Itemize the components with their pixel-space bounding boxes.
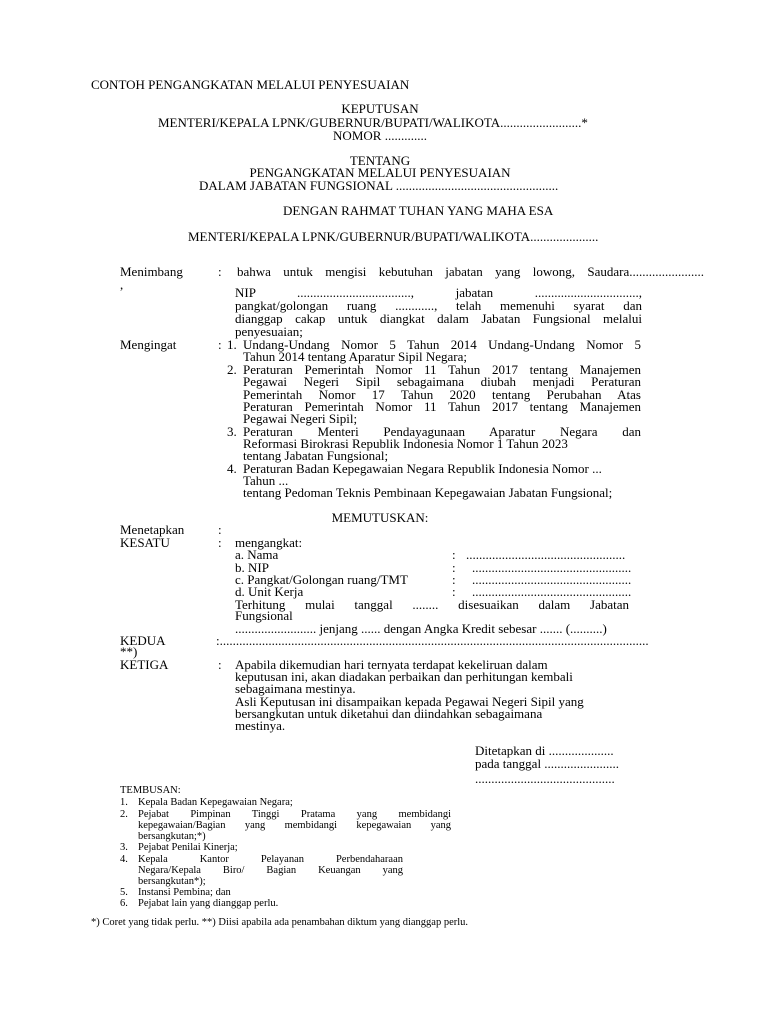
tembusan-item-number: 3. bbox=[120, 842, 128, 853]
menimbang-label: Menimbang bbox=[120, 264, 183, 279]
field-colon: : bbox=[452, 547, 456, 562]
kesatu-label: KESATU bbox=[120, 535, 170, 550]
tembusan-item-number: 5. bbox=[120, 887, 128, 898]
mengingat-item-number: 2. bbox=[227, 362, 237, 377]
menimbang-line: NIP ..................................., jabatan ................................, bbox=[235, 285, 642, 300]
menetapkan-label: Menetapkan bbox=[120, 522, 185, 537]
kesatu-intro: mengangkat: bbox=[235, 535, 303, 550]
menetapkan-colon: : bbox=[218, 522, 222, 537]
mengingat-item-number: 4. bbox=[227, 461, 237, 476]
footnote: *) Coret yang tidak perlu. **) Diisi apabila ada penambahan diktum yang dianggap perlu. bbox=[91, 917, 469, 928]
field-value: ................................................. bbox=[472, 572, 632, 587]
tembusan-item-number: 1. bbox=[120, 797, 128, 808]
mengingat-item-line: Tahun 2014 tentang Aparatur Sipil Negara; bbox=[243, 349, 468, 364]
tembusan-item-number: 6. bbox=[120, 898, 128, 909]
ketiga-line: sebagaimana mestinya. bbox=[235, 681, 356, 696]
signature-date: pada tanggal ....................... bbox=[475, 756, 620, 771]
field-value: ................................................. bbox=[466, 547, 626, 562]
title-rahmat: DENGAN RAHMAT TUHAN YANG MAHA ESA bbox=[283, 203, 554, 218]
title-subject: PENGANGKATAN MELALUI PENYESUAIAN bbox=[249, 165, 511, 180]
document-heading: CONTOH PENGANGKATAN MELALUI PENYESUAIAN bbox=[91, 77, 410, 92]
mengingat-item-number: 3. bbox=[227, 424, 237, 439]
title-jabatan: DALAM JABATAN FUNGSIONAL .................................................. bbox=[199, 178, 559, 193]
menimbang-comma: , bbox=[120, 277, 124, 292]
title-keputusan: KEPUTUSAN bbox=[341, 101, 419, 116]
kedua-value: :.................................................................................................................................... bbox=[216, 633, 649, 648]
field-label: b. NIP bbox=[235, 560, 269, 575]
mengingat-item-line: Peraturan Badan Kepegawaian Negara Republik Indonesia Nomor ... bbox=[243, 461, 602, 476]
tembusan-item-number: 2. bbox=[120, 809, 128, 820]
menimbang-line: dianggap cakap untuk diangkat dalam Jabatan Fungsional melalui bbox=[235, 311, 642, 326]
mengingat-colon: : bbox=[218, 337, 222, 352]
mengingat-item-line: Peraturan Menteri Pendayagunaan Aparatur Negara dan bbox=[243, 424, 641, 439]
kedua-note: **) bbox=[120, 644, 138, 659]
tembusan-item-line: Kepala Badan Kepegawaian Negara; bbox=[138, 797, 293, 808]
ketiga-label: KETIGA bbox=[120, 657, 169, 672]
tembusan-item-line: Pejabat Pimpinan Tinggi Pratama yang membidangi bbox=[138, 809, 451, 820]
tembusan-item-line: bersangkutan*); bbox=[138, 876, 206, 887]
kesatu-line: Terhitung mulai tanggal ........ disesuaikan dalam Jabatan bbox=[235, 597, 629, 612]
ketiga-line: mestinya. bbox=[235, 718, 286, 733]
tembusan-item-line: Kepala Kantor Pelayanan Perbendaharaan bbox=[138, 854, 403, 865]
title-nomor: NOMOR ............. bbox=[333, 128, 427, 143]
mengingat-item-line: Pegawai Negeri Sipil sebagaimana diubah menjadi Peraturan bbox=[243, 374, 641, 389]
mengingat-item-line: tentang Pedoman Teknis Pembinaan Kepegawaian Jabatan Fungsional; bbox=[243, 485, 613, 500]
ketiga-line: bersangkutan untuk diketahui dan diindahkan sebagaimana bbox=[235, 706, 543, 721]
field-colon: : bbox=[452, 572, 456, 587]
mengingat-item-line: Peraturan Pemerintah Nomor 11 Tahun 2017 tentang Manajemen bbox=[243, 399, 641, 414]
field-colon: : bbox=[452, 560, 456, 575]
signature-line: ........................................... bbox=[475, 771, 615, 786]
kesatu-line: Fungsional bbox=[235, 608, 293, 623]
field-label: c. Pangkat/Golongan ruang/TMT bbox=[235, 572, 408, 587]
kesatu-line: ......................... jenjang ...... dengan Angka Kredit sebesar ....... (..........) bbox=[235, 621, 607, 636]
field-label: a. Nama bbox=[235, 547, 279, 562]
tembusan-item-line: Pejabat Penilai Kinerja; bbox=[138, 842, 238, 853]
menimbang-line: pangkat/golongan ruang ............, telah memenuhi syarat dan bbox=[235, 298, 642, 313]
title-official: MENTERI/KEPALA LPNK/GUBERNUR/BUPATI/WALIKOTA..................... bbox=[188, 229, 599, 244]
title-issuer: MENTERI/KEPALA LPNK/GUBERNUR/BUPATI/WALIKOTA.........................* bbox=[158, 115, 588, 130]
tembusan-title: TEMBUSAN: bbox=[120, 785, 181, 796]
field-label: d. Unit Kerja bbox=[235, 584, 304, 599]
ketiga-line: Asli Keputusan ini disampaikan kepada Pegawai Negeri Sipil yang bbox=[235, 694, 584, 709]
memutuskan-heading: MEMUTUSKAN: bbox=[331, 510, 429, 525]
mengingat-item-line: Reformasi Birokrasi Republik Indonesia Nomor 1 Tahun 2023 bbox=[243, 436, 568, 451]
mengingat-item-line: Tahun ... bbox=[243, 473, 289, 488]
tembusan-item-number: 4. bbox=[120, 854, 128, 865]
menimbang-line: bahwa untuk mengisi kebutuhan jabatan yang lowong, Saudara....................... bbox=[237, 264, 704, 279]
tembusan-item-line: Instansi Pembina; dan bbox=[138, 887, 231, 898]
mengingat-item-line: Peraturan Pemerintah Nomor 11 Tahun 2017 tentang Manajemen bbox=[243, 362, 641, 377]
ketiga-colon: : bbox=[218, 657, 222, 672]
mengingat-label: Mengingat bbox=[120, 337, 177, 352]
menimbang-line: penyesuaian; bbox=[235, 324, 303, 339]
ketiga-line: Apabila dikemudian hari ternyata terdapat kekeliruan dalam bbox=[235, 657, 548, 672]
mengingat-item-number: 1. bbox=[227, 337, 237, 352]
tembusan-item-line: Pejabat lain yang dianggap perlu. bbox=[138, 898, 279, 909]
tembusan-item-line: kepegawaian/Bagian yang membidangi kepegawaian yang bbox=[138, 820, 451, 831]
mengingat-item-line: Pemerintah Nomor 17 Tahun 2020 tentang Perubahan Atas bbox=[243, 387, 641, 402]
field-value: ................................................. bbox=[472, 584, 632, 599]
menimbang-colon: : bbox=[218, 264, 222, 279]
mengingat-item-line: Undang-Undang Nomor 5 Tahun 2014 Undang-Undang Nomor 5 bbox=[243, 337, 641, 352]
kesatu-colon: : bbox=[218, 535, 222, 550]
title-tentang: TENTANG bbox=[349, 153, 411, 168]
field-value: ................................................. bbox=[472, 560, 632, 575]
mengingat-item-line: Pegawai Negeri Sipil; bbox=[243, 411, 358, 426]
mengingat-item-line: tentang Jabatan Fungsional; bbox=[243, 448, 389, 463]
field-colon: : bbox=[452, 584, 456, 599]
tembusan-item-line: bersangkutan;*) bbox=[138, 831, 206, 842]
ketiga-line: keputusan ini, akan diadakan perbaikan dan perhitungan kembali bbox=[235, 669, 573, 684]
signature-place: Ditetapkan di .................... bbox=[475, 743, 614, 758]
kedua-label: KEDUA bbox=[120, 633, 166, 648]
tembusan-item-line: Negara/Kepala Biro/ Bagian Keuangan yang bbox=[138, 865, 403, 876]
